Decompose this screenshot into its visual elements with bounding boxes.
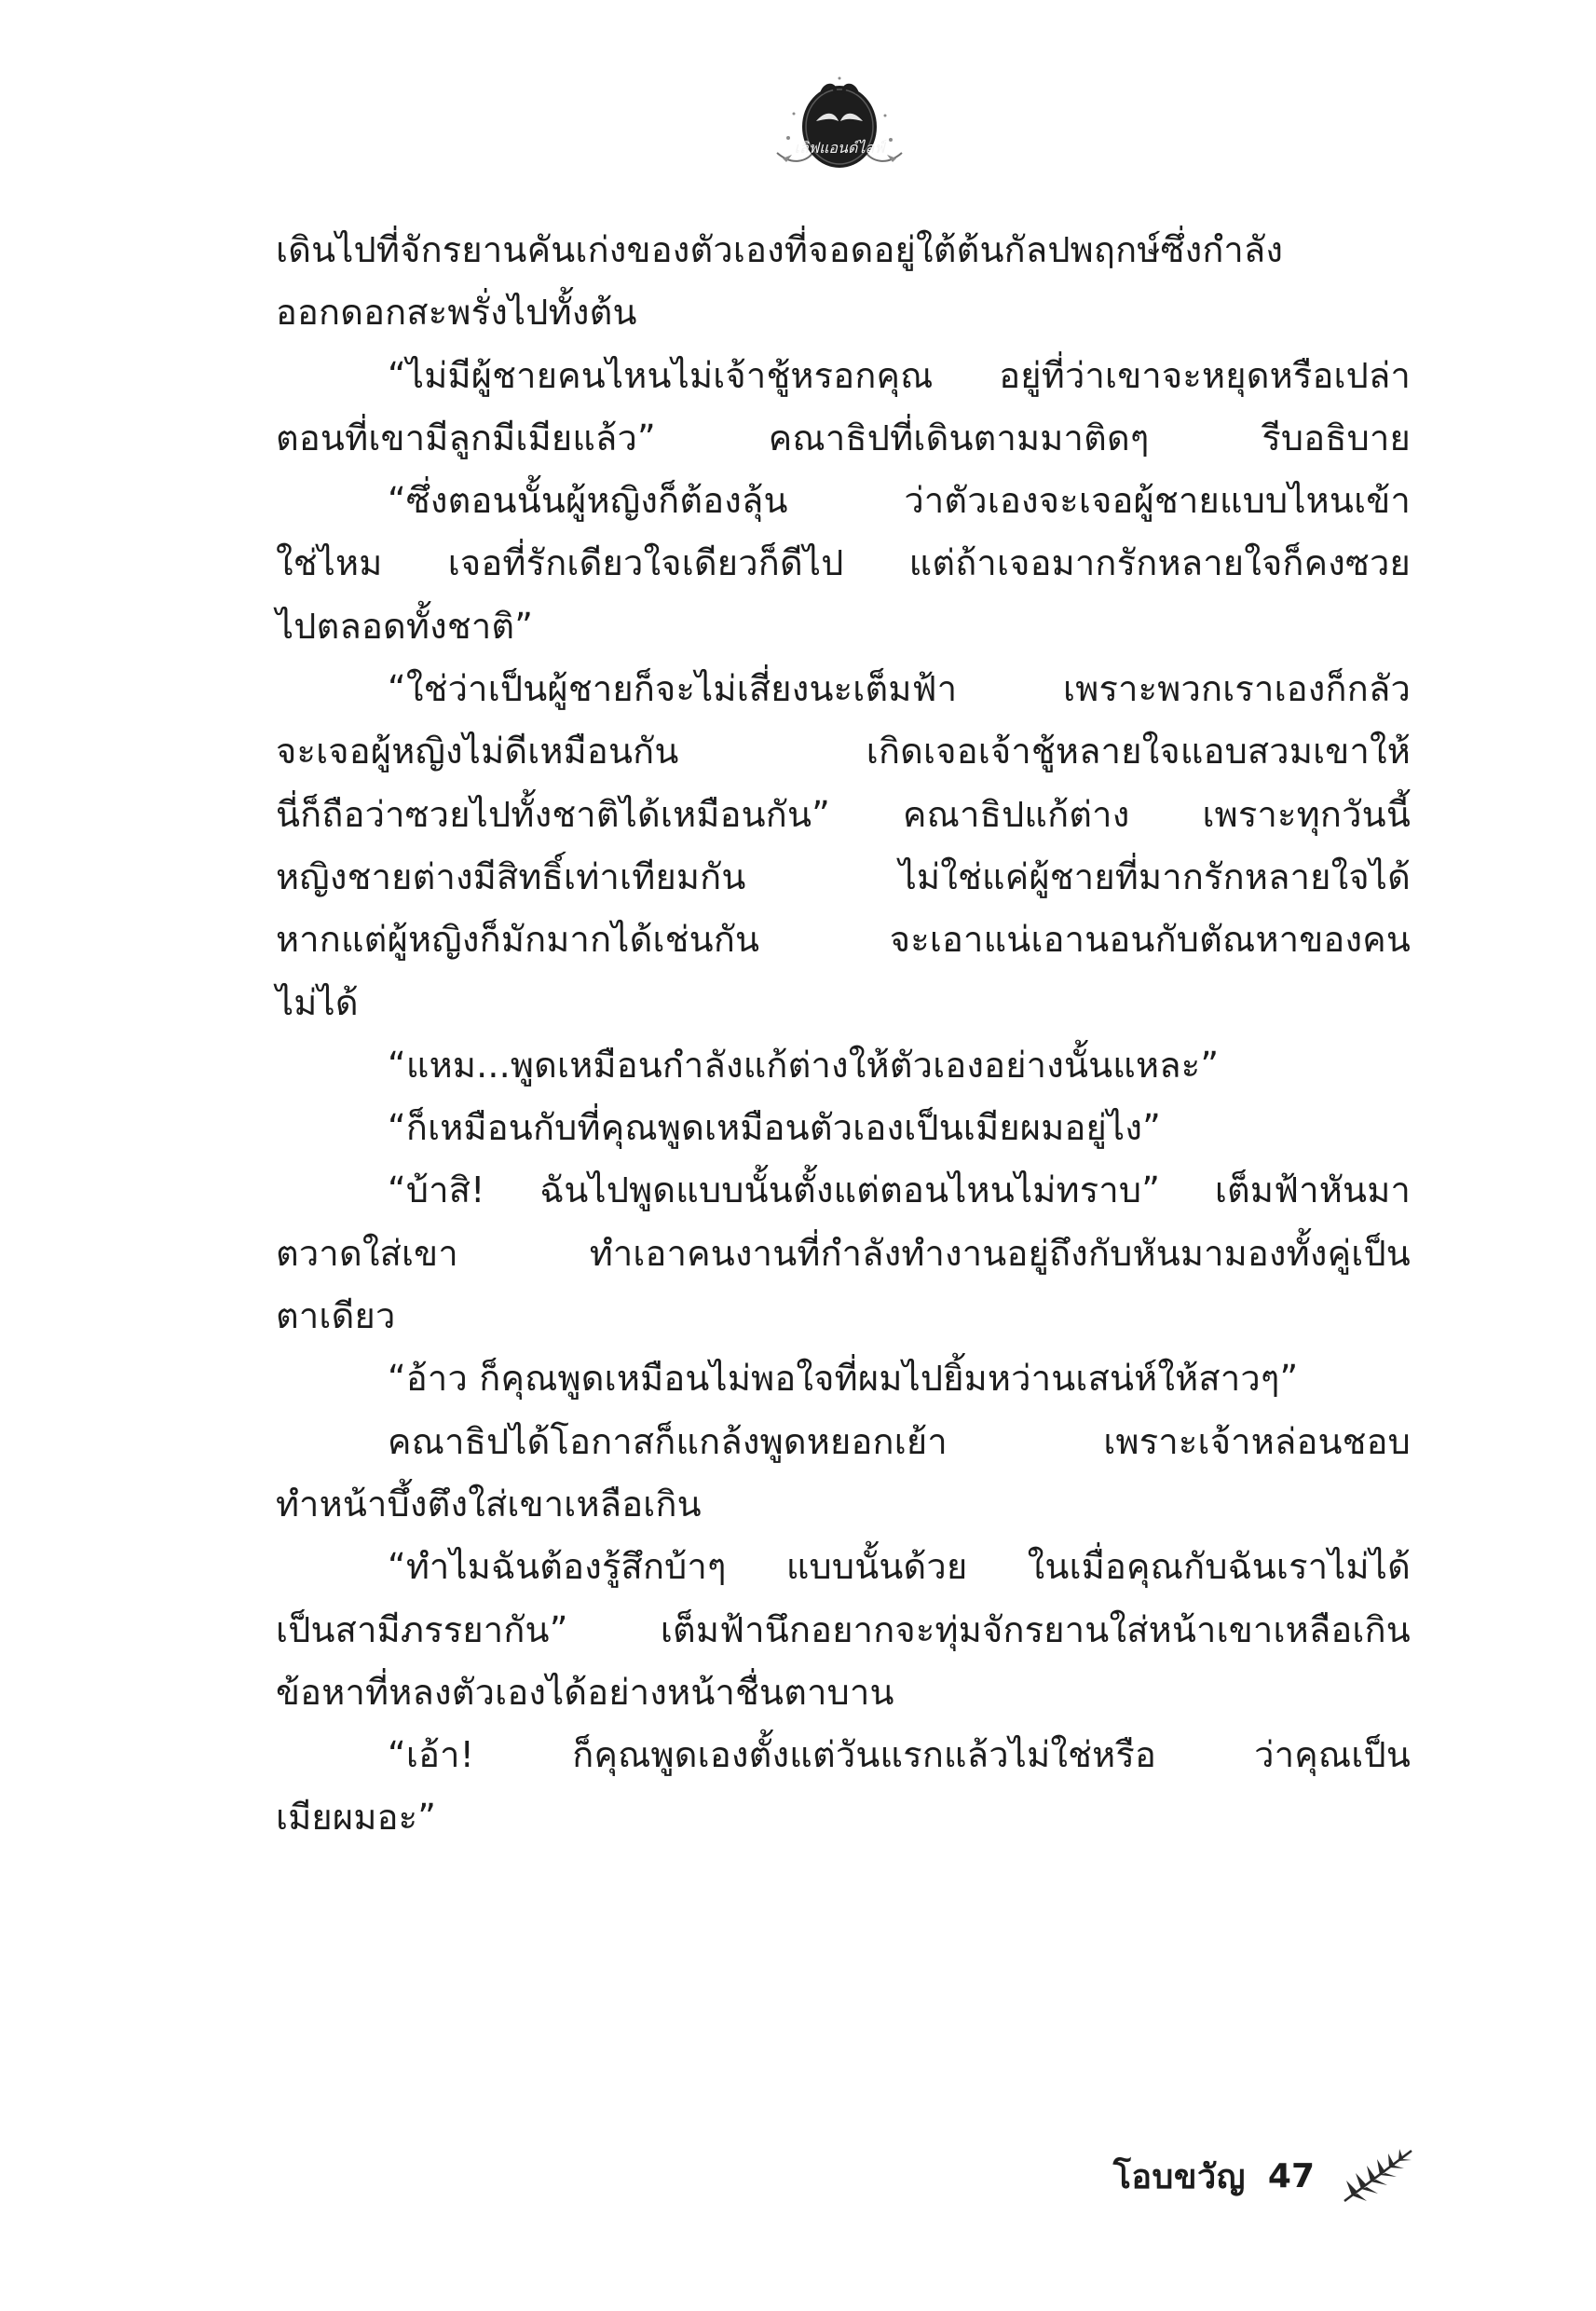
- text-line: เมียผมอะ”: [276, 1797, 437, 1839]
- text-line: ตวาดใส่เขา ทำเอาคนงานที่กำลังทำงานอยู่ถึงกับหันมามองทั้งคู่เป็น: [276, 1232, 1411, 1274]
- text-line: ตอนที่เขามีลูกมีเมียแล้ว” คณาธิปที่เดินตามมาติดๆ รีบอธิบาย: [276, 417, 1411, 458]
- text-line: ข้อหาที่หลงตัวเองได้อย่างหน้าชื่นตาบาน: [276, 1671, 894, 1713]
- text-line: เดินไปที่จักรยานคันเก่งของตัวเองที่จอดอยู่ใต้ต้นกัลปพฤกษ์ซึ่งกำลัง: [276, 229, 1284, 270]
- text-line: “เอ้า! ก็คุณพูดเองตั้งแต่วันแรกแล้วไม่ใช่หรือ ว่าคุณเป็น: [388, 1734, 1411, 1776]
- text-line: ไม่ได้: [276, 981, 359, 1023]
- text-line: เป็นสามีภรรยากัน” เต็มฟ้านึกอยากจะทุ่มจักรยานใส่หน้าเขาเหลือเกิน: [276, 1608, 1411, 1650]
- text-line: “ก็เหมือนกับที่คุณพูดเหมือนตัวเองเป็นเมียผมอยู่ไง”: [388, 1107, 1161, 1149]
- text-line: ทำหน้าบึ้งตึงใส่เขาเหลือเกิน: [276, 1483, 702, 1525]
- text-line: หากแต่ผู้หญิงก็มักมากได้เช่นกัน จะเอาแน่เอานอนกับตัณหาของคน: [276, 919, 1411, 961]
- text-line: ออกดอกสะพรั่งไปทั้งต้น: [276, 292, 637, 334]
- text-line: ใช่ไหม เจอที่รักเดียวใจเดียวก็ดีไป แต่ถ้าเจอมากรักหลายใจก็คงซวย: [276, 542, 1411, 584]
- page-number: 47: [1267, 2156, 1315, 2195]
- fern-leaf-icon: [1337, 2143, 1419, 2208]
- text-line: ตาเดียว: [276, 1295, 396, 1337]
- text-line: นี่ก็ถือว่าซวยไปทั้งชาติได้เหมือนกัน” คณาธิปแก้ต่าง เพราะทุกวันนี้: [276, 793, 1411, 835]
- publisher-logo: [770, 73, 909, 177]
- text-line: หญิงชายต่างมีสิทธิ์เท่าเทียมกัน ไม่ใช่แค่ผู้ชายที่มากรักหลายใจได้: [276, 855, 1411, 897]
- logo-text: เลิฟแอนด์ไลฟ์: [794, 139, 885, 157]
- text-line: ไปตลอดทั้งชาติ”: [276, 605, 534, 647]
- page-footer: [1113, 2139, 1419, 2213]
- text-line: “ใช่ว่าเป็นผู้ชายก็จะไม่เสี่ยงนะเต็มฟ้า เพราะพวกเราเองก็กลัว: [388, 668, 1411, 710]
- body-text: [276, 219, 1411, 1850]
- text-line: “อ้าว ก็คุณพูดเหมือนไม่พอใจที่ผมไปยิ้มหว่านเสน่ห์ให้สาวๆ”: [388, 1358, 1299, 1400]
- text-line: คณาธิปได้โอกาสก็แกล้งพูดหยอกเย้า เพราะเจ้าหล่อนชอบ: [388, 1420, 1411, 1462]
- text-line: จะเจอผู้หญิงไม่ดีเหมือนกัน เกิดเจอเจ้าชู้หลายใจแอบสวมเขาให้: [276, 731, 1411, 773]
- text-line: “ไม่มีผู้ชายคนไหนไม่เจ้าชู้หรอกคุณ อยู่ที่ว่าเขาจะหยุดหรือเปล่า: [388, 354, 1411, 396]
- text-line: “ซึ่งตอนนั้นผู้หญิงก็ต้องลุ้น ว่าตัวเองจะเจอผู้ชายแบบไหนเข้า: [388, 480, 1411, 522]
- book-title: โอบขวัญ: [1112, 2157, 1246, 2196]
- text-line: “ทำไมฉันต้องรู้สึกบ้าๆ แบบนั้นด้วย ในเมื่อคุณกับฉันเราไม่ได้: [388, 1546, 1411, 1588]
- text-line: “บ้าสิ! ฉันไปพูดแบบนั้นตั้งแต่ตอนไหนไม่ทราบ” เต็มฟ้าหันมา: [388, 1169, 1411, 1211]
- text-line: “แหม...พูดเหมือนกำลังแก้ต่างให้ตัวเองอย่างนั้นแหละ”: [388, 1044, 1220, 1086]
